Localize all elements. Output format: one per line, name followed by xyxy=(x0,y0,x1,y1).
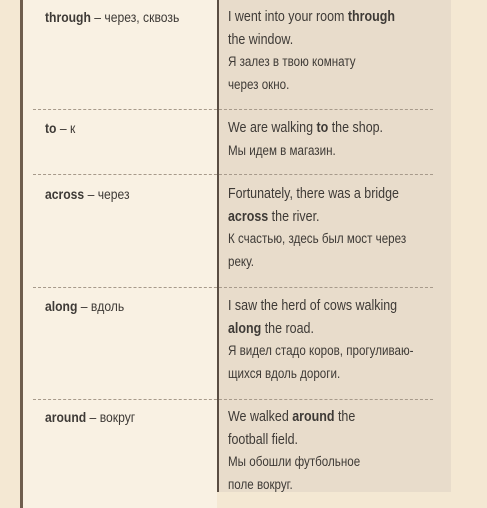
english-example-line: Fortunately, there was a bridge xyxy=(228,186,399,202)
row-divider xyxy=(33,174,433,175)
example-highlight: through xyxy=(347,9,396,25)
table-row xyxy=(23,6,451,106)
example-cell xyxy=(228,406,450,496)
english-example-line xyxy=(228,206,419,229)
example-cell xyxy=(228,6,450,96)
dash: – xyxy=(84,187,98,202)
word-cell xyxy=(45,6,179,29)
english-example-line: football field. xyxy=(228,431,299,448)
russian-example-line: щихся вдоль дороги. xyxy=(228,365,341,381)
word-cell xyxy=(45,406,135,429)
english-example-line xyxy=(228,406,419,429)
english-example-line xyxy=(228,318,419,341)
example-highlight: across xyxy=(228,208,269,225)
table-row xyxy=(23,117,451,167)
example-highlight: along xyxy=(228,320,262,337)
preposition: around xyxy=(45,410,87,425)
russian-example-line: Мы обошли футбольное xyxy=(228,454,361,469)
example-text: I went into your room xyxy=(228,9,348,25)
translation: вокруг xyxy=(99,410,136,425)
translation: через, сквозь xyxy=(104,10,180,25)
russian-example-line: Я видел стадо коров, прогуливаю- xyxy=(228,343,414,358)
preposition: along xyxy=(45,299,78,314)
russian-example-line: Мы идем в магазин. xyxy=(228,142,336,158)
russian-example-line: К счастью, здесь был мост через xyxy=(228,231,407,246)
example-cell xyxy=(228,295,450,385)
row-divider xyxy=(33,287,433,288)
word-cell xyxy=(45,295,124,318)
translation: вдоль xyxy=(90,299,125,314)
english-example-line xyxy=(228,6,419,29)
dash: – xyxy=(86,410,100,425)
example-text: the window. xyxy=(228,31,294,48)
row-divider xyxy=(33,109,433,110)
example-highlight: around xyxy=(292,409,335,425)
dash: – xyxy=(77,299,91,314)
example-text: the shop. xyxy=(328,120,384,136)
preposition: across xyxy=(45,187,85,202)
word-cell xyxy=(45,183,130,206)
example-text: We walked xyxy=(228,409,293,425)
russian-example-line: через окно. xyxy=(228,76,290,92)
example-text: the road. xyxy=(261,320,314,337)
example-text: the river. xyxy=(268,208,320,225)
table-row xyxy=(23,295,451,391)
row-divider xyxy=(33,399,433,400)
russian-example-line: поле вокруг. xyxy=(228,476,293,492)
table-row xyxy=(23,406,451,502)
example-cell xyxy=(228,183,450,273)
translation: через xyxy=(97,187,130,202)
english-example-line xyxy=(228,117,419,140)
example-cell xyxy=(228,117,450,162)
preposition: through xyxy=(45,10,91,25)
word-cell xyxy=(45,117,75,140)
russian-example-line: реку. xyxy=(228,253,255,269)
dash: – xyxy=(90,10,105,25)
preposition: to xyxy=(45,121,57,136)
english-example-line: I saw the herd of cows walking xyxy=(228,298,398,314)
english-example-line xyxy=(228,29,419,52)
example-text: We are walking xyxy=(228,120,317,136)
dash: – xyxy=(56,121,70,136)
table-row xyxy=(23,183,451,279)
russian-example-line: Я залез в твою комнату xyxy=(228,54,356,69)
translation: к xyxy=(69,121,76,136)
example-highlight: to xyxy=(316,120,329,136)
example-text: the xyxy=(334,409,356,425)
